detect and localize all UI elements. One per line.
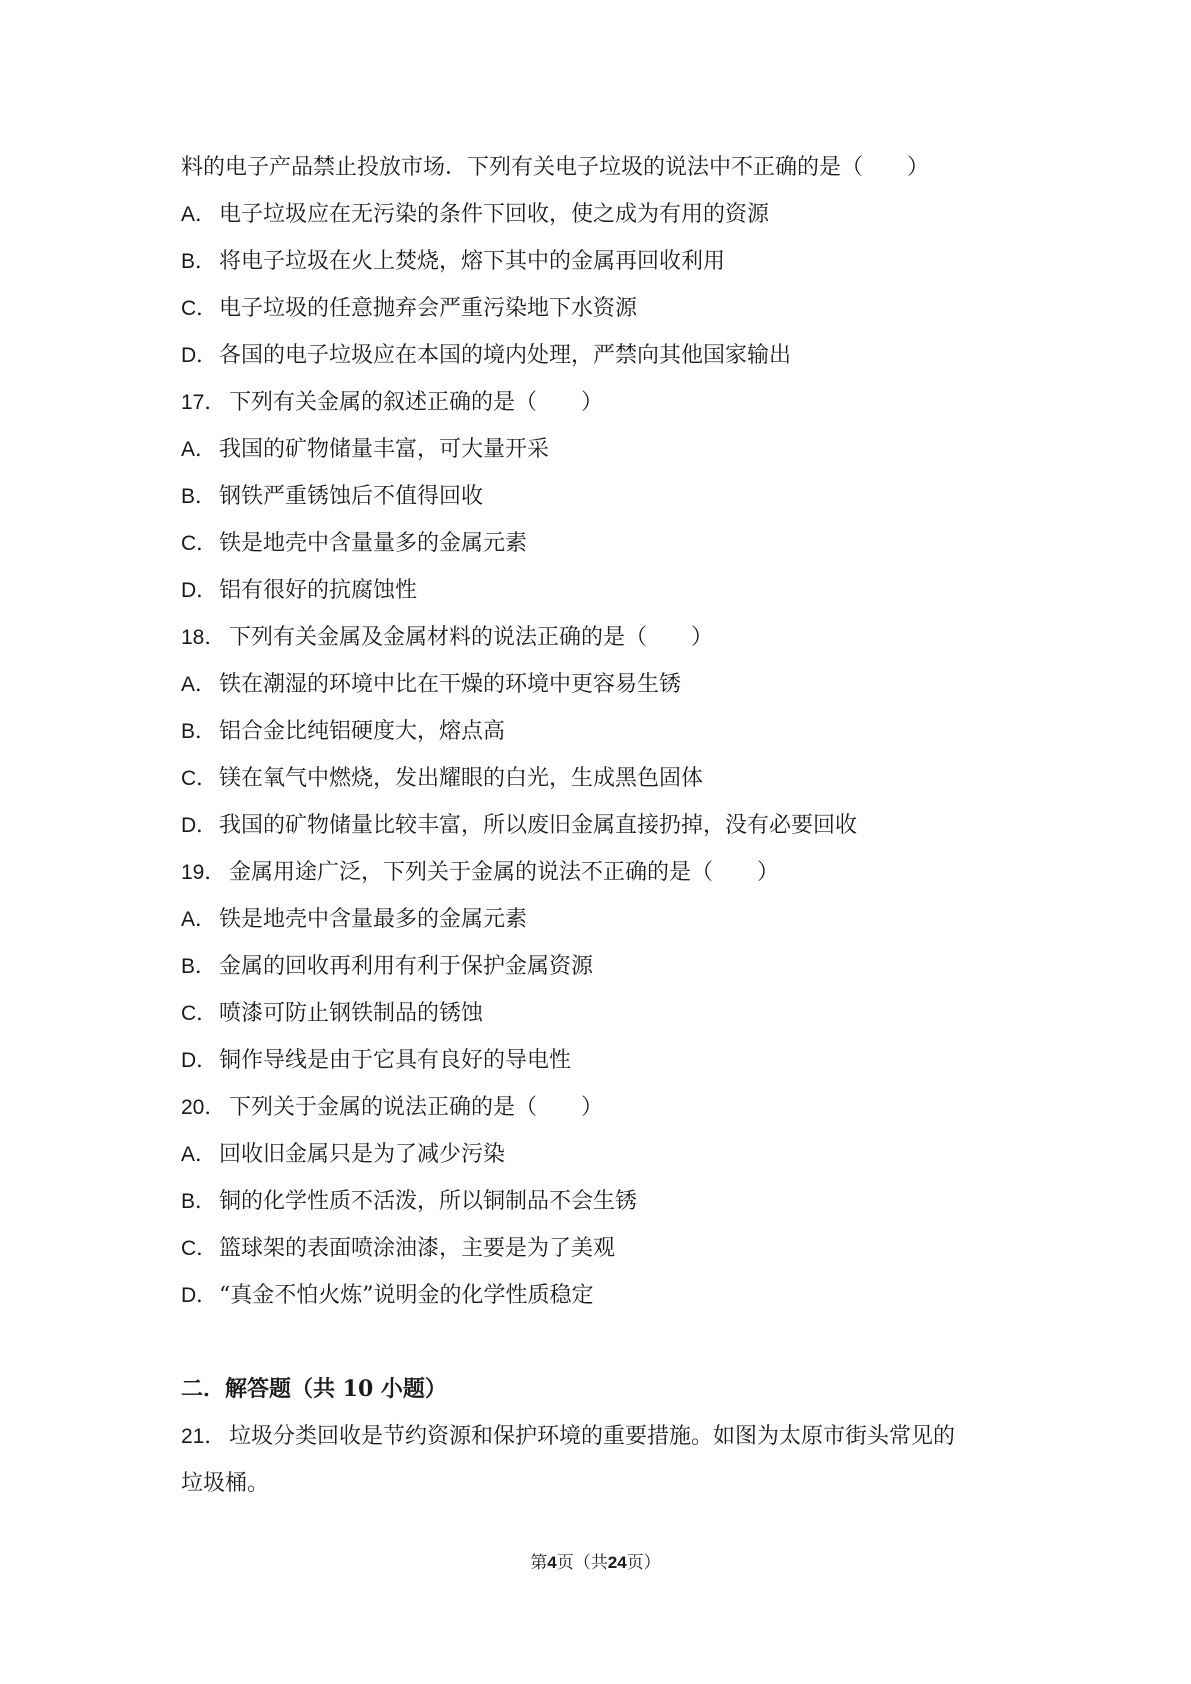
option-label: D． xyxy=(181,1284,218,1307)
option-text: 镁在氧气中燃烧，发出耀眼的白光，生成黑色固体 xyxy=(219,766,704,791)
option-text: 铝有很好的抗腐蚀性 xyxy=(219,578,418,603)
option-text: 将电子垃圾在火上焚烧，熔下其中的金属再回收利用 xyxy=(219,249,726,274)
q19-option-b xyxy=(181,943,1041,990)
option-text: 篮球架的表面喷涂油漆，主要是为了美观 xyxy=(219,1236,616,1261)
question-number: 17． xyxy=(181,391,226,414)
option-label: D． xyxy=(181,344,218,367)
q16-stem-tail: 料的电子产品禁止投放市场．下列有关电子垃圾的说法中不正确的是（ ） xyxy=(181,155,930,180)
option-label: D． xyxy=(181,579,218,602)
footer-middle: 页（共 xyxy=(556,1553,608,1573)
question-number: 20． xyxy=(181,1096,226,1119)
option-text: 我国的矿物储量丰富，可大量开采 xyxy=(219,437,550,462)
q21-stem-line2: 垃圾桶。 xyxy=(181,1471,270,1496)
option-label: B． xyxy=(181,720,217,743)
option-text: 金属的回收再利用有利于保护金属资源 xyxy=(219,954,594,979)
page-footer xyxy=(0,1548,1191,1573)
section-spacer xyxy=(181,1319,1041,1366)
footer-suffix: 页） xyxy=(626,1553,661,1573)
q19-option-a xyxy=(181,896,1041,943)
option-text: “真金不怕火炼”说明金的化学性质稳定 xyxy=(219,1283,594,1308)
option-label: C． xyxy=(181,1002,218,1025)
option-text: 喷漆可防止钢铁制品的锈蚀 xyxy=(219,1001,484,1026)
footer-total-pages: 24 xyxy=(607,1553,627,1572)
question-text: 下列有关金属及金属材料的说法正确的是（ ） xyxy=(229,625,714,650)
option-label: A． xyxy=(181,1143,217,1166)
q16-option-d xyxy=(181,332,1041,379)
q18-option-b xyxy=(181,708,1041,755)
question-number: 19． xyxy=(181,861,226,884)
option-label: A． xyxy=(181,203,217,226)
option-label: A． xyxy=(181,673,217,696)
option-text: 各国的电子垃圾应在本国的境内处理，严禁向其他国家输出 xyxy=(219,343,792,368)
option-label: C． xyxy=(181,767,218,790)
q17-option-c xyxy=(181,520,1041,567)
option-label: D． xyxy=(181,1049,218,1072)
option-text: 铜作导线是由于它具有良好的导电性 xyxy=(219,1048,572,1073)
footer-prefix: 第 xyxy=(530,1553,548,1573)
option-text: 铁是地壳中含量量多的金属元素 xyxy=(219,531,528,556)
q19-option-d xyxy=(181,1037,1041,1084)
question-number: 18． xyxy=(181,626,226,649)
q20-option-b xyxy=(181,1178,1041,1225)
q17-stem xyxy=(181,379,1041,426)
q20-option-d xyxy=(181,1272,1041,1319)
q16-option-a xyxy=(181,191,1041,238)
option-text: 电子垃圾的任意抛弃会严重污染地下水资源 xyxy=(219,296,638,321)
option-label: C． xyxy=(181,297,218,320)
option-label: A． xyxy=(181,438,217,461)
q19-stem xyxy=(181,849,1041,896)
q16-option-b xyxy=(181,238,1041,285)
option-text: 铁在潮湿的环境中比在干燥的环境中更容易生锈 xyxy=(219,672,682,697)
option-text: 回收旧金属只是为了减少污染 xyxy=(219,1142,506,1167)
question-text: 下列有关金属的叙述正确的是（ ） xyxy=(229,390,604,415)
option-text: 电子垃圾应在无污染的条件下回收，使之成为有用的资源 xyxy=(219,202,770,227)
page-content xyxy=(181,144,1041,1507)
section-heading: 二．解答题（共 10 小题） xyxy=(181,1376,447,1402)
q17-option-a xyxy=(181,426,1041,473)
option-label: D． xyxy=(181,814,218,837)
option-text: 铜的化学性质不活泼，所以铜制品不会生锈 xyxy=(219,1189,638,1214)
option-label: C． xyxy=(181,532,218,555)
option-text: 铁是地壳中含量最多的金属元素 xyxy=(219,907,528,932)
q21-stem-line1 xyxy=(181,1413,1041,1460)
q18-option-d xyxy=(181,802,1041,849)
q16-option-c xyxy=(181,285,1041,332)
q19-option-c xyxy=(181,990,1041,1037)
question-number: 21． xyxy=(181,1425,226,1448)
q17-option-b xyxy=(181,473,1041,520)
q18-option-c xyxy=(181,755,1041,802)
footer-page-number: 4 xyxy=(547,1553,557,1572)
option-label: B． xyxy=(181,955,217,978)
option-label: C． xyxy=(181,1237,218,1260)
q17-option-d xyxy=(181,567,1041,614)
option-label: B． xyxy=(181,250,217,273)
option-text: 钢铁严重锈蚀后不值得回收 xyxy=(219,484,484,509)
option-text: 我国的矿物储量比较丰富，所以废旧金属直接扔掉，没有必要回收 xyxy=(219,813,858,838)
question-text: 下列关于金属的说法正确的是（ ） xyxy=(229,1095,604,1120)
q20-option-c xyxy=(181,1225,1041,1272)
q18-option-a xyxy=(181,661,1041,708)
question-text: 金属用途广泛，下列关于金属的说法不正确的是（ ） xyxy=(229,860,780,885)
option-text: 铝合金比纯铝硬度大，熔点高 xyxy=(219,719,506,744)
option-label: B． xyxy=(181,1190,217,1213)
question-text: 垃圾分类回收是节约资源和保护环境的重要措施。如图为太原市街头常见的 xyxy=(229,1424,956,1449)
option-label: B． xyxy=(181,485,217,508)
q20-stem xyxy=(181,1084,1041,1131)
q20-option-a xyxy=(181,1131,1041,1178)
q18-stem xyxy=(181,614,1041,661)
option-label: A． xyxy=(181,908,217,931)
